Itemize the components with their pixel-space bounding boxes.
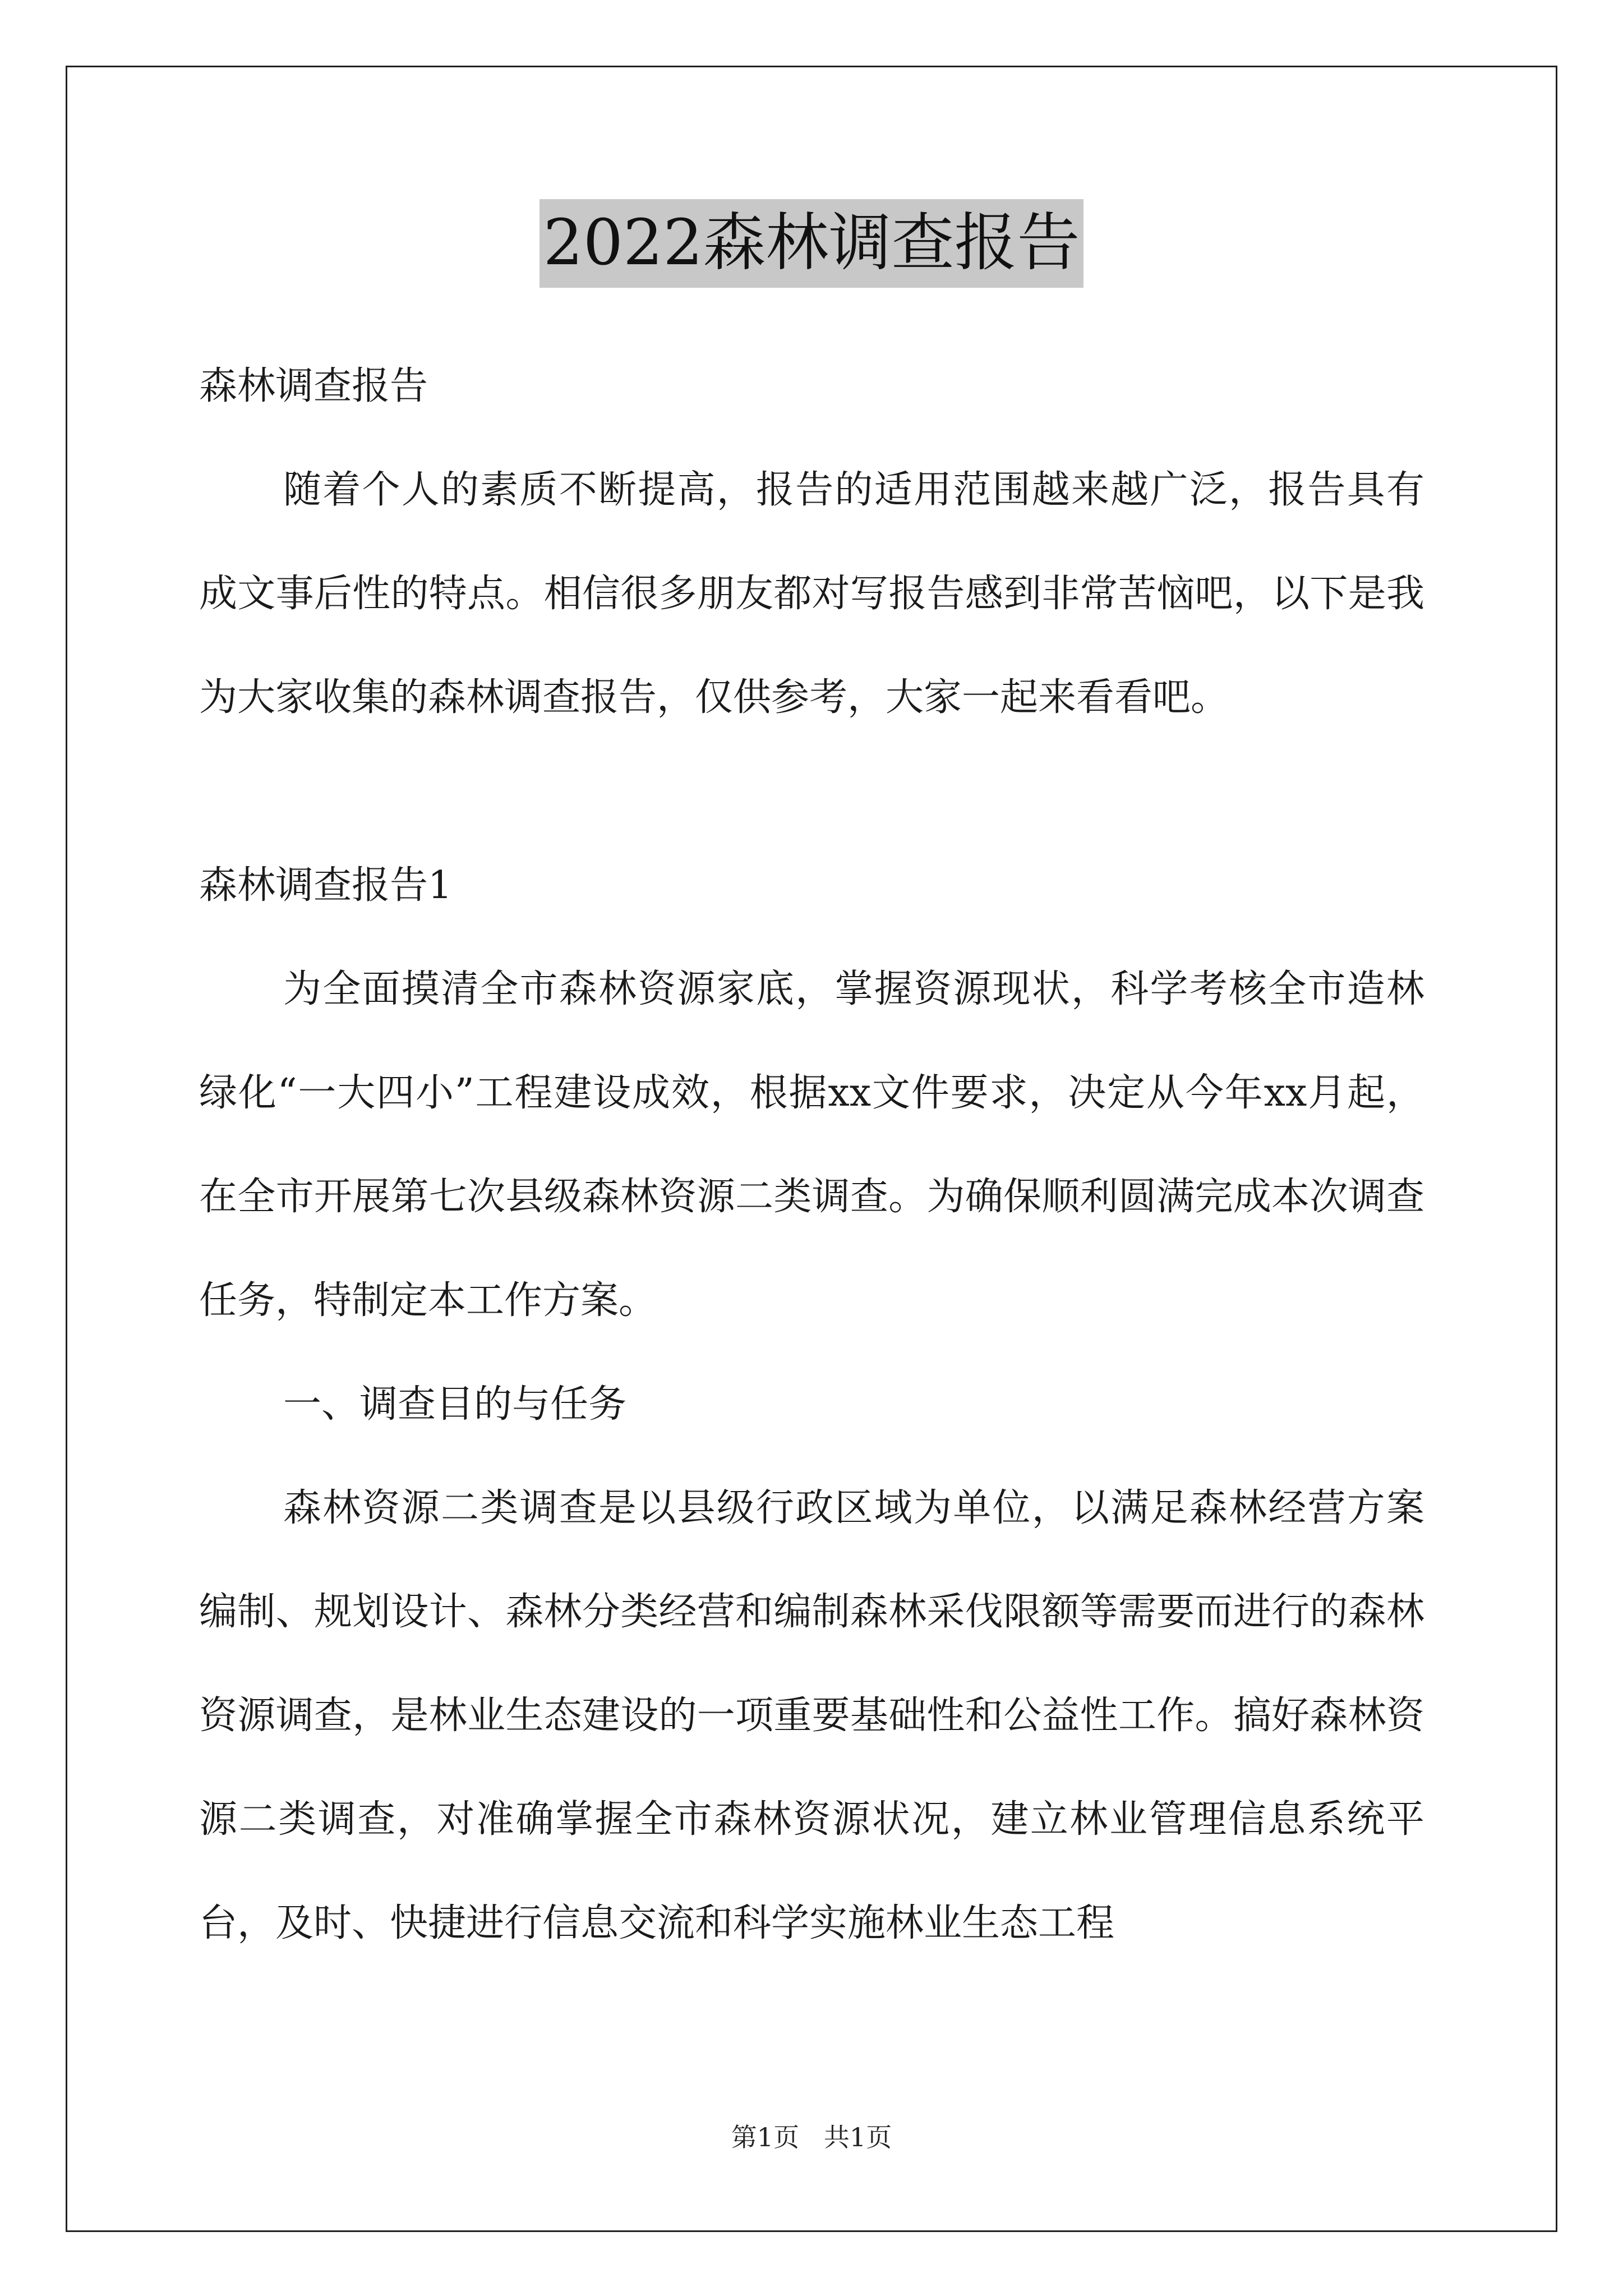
document-title: 2022森林调查报告 xyxy=(540,199,1083,288)
body-paragraph: 为全面摸清全市森林资源家底，掌握资源现状，科学考核全市造林绿化“一大四小”工程建设成效，根据xx文件要求，决定从今年xx月起，在全市开展第七次县级森林资源二类调查。为确保顺利圆满完成本次调查任务，特制定本工作方案。 xyxy=(199,967,1424,1323)
document-body xyxy=(199,334,1424,1975)
page-footer: 第1页 共1页 xyxy=(731,2122,892,2152)
section-heading: 森林调查报告1 xyxy=(199,863,453,908)
intro-paragraph: 随着个人的素质不断提高，报告的适用范围越来越广泛，报告具有成文事后性的特点。相信很多朋友都对写报告感到非常苦恼吧，以下是我为大家收集的森林调查报告，仅供参考，大家一起来看看吧。 xyxy=(199,468,1424,720)
section-gap xyxy=(199,749,1424,834)
subsection-heading: 一、调查目的与任务 xyxy=(283,1382,627,1427)
document-subtitle: 森林调查报告 xyxy=(199,364,428,408)
body-paragraph: 森林资源二类调查是以县级行政区域为单位，以满足森林经营方案编制、规划设计、森林分类经营和编制森林采伐限额等需要而进行的森林资源调查，是林业生态建设的一项重要基础性和公益性工作。搞好森林资源二类调查，对准确掌握全市森林资源状况，建立林业管理信息系统平台，及时、快捷进行信息交流和科学实施林业生态工程 xyxy=(199,1486,1424,1945)
title-container xyxy=(0,199,1623,288)
